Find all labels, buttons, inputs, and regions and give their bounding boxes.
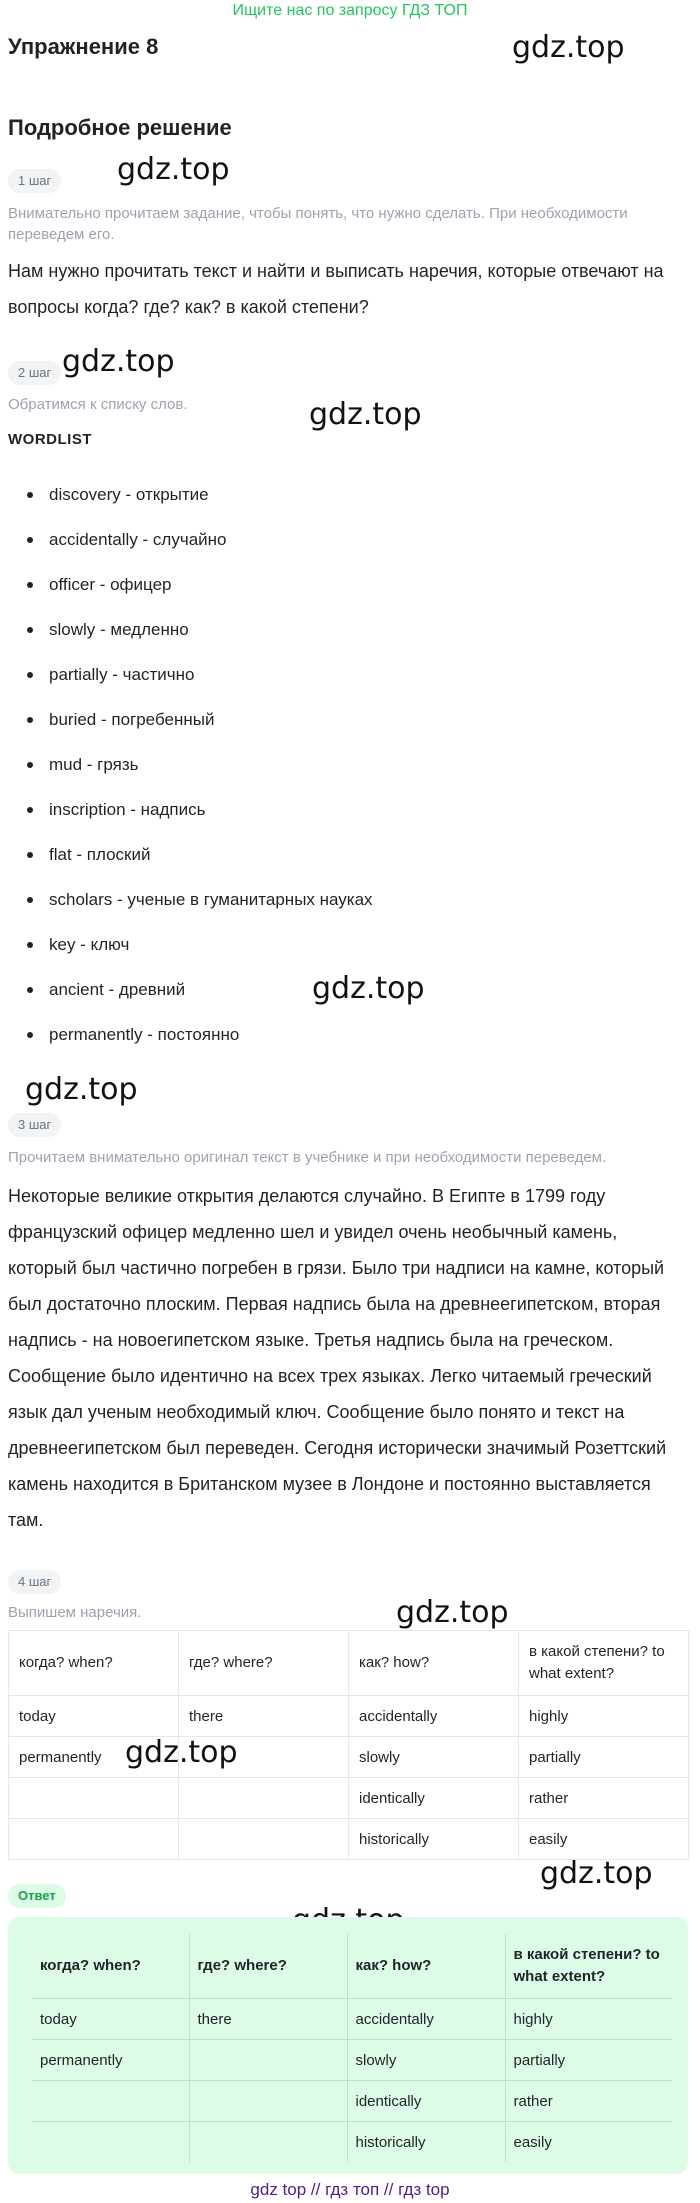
- table-cell: [9, 1778, 179, 1819]
- step-badge: 3 шаг: [8, 1113, 61, 1137]
- step-badge: 4 шаг: [8, 1570, 61, 1594]
- table-cell: accidentally: [349, 1696, 519, 1737]
- table-cell: [179, 1778, 349, 1819]
- step-badge: 1 шаг: [8, 169, 61, 193]
- step-text: Некоторые великие открытия делаются случайно. В Египте в 1799 году французский офицер медленно шел и увидел очень необычный камень, который был частично погребен в грязи. Было три надписи на камне, который был достаточно плоским. Первая надпись была на древнеегипетском, вторая надпись - на новоегипетском языке. Третья надпись была на греческом. Сообщение было идентично на всех трех языках. Легко читаемый греческий язык дал ученым необходимый ключ. Сообщение было понято и текст на древнеегипетском был переведен. Сегодня исторически значимый Розеттский камень находится в Британском музее в Лондоне и постоянно выставляется там.: [8, 1186, 667, 1530]
- list-item: ancient - древний: [8, 967, 688, 1012]
- table-row: [32, 1999, 672, 2040]
- answer-badge: Ответ: [8, 1884, 66, 1908]
- table-cell: highly: [505, 1999, 672, 2040]
- wordlist: [8, 472, 688, 1057]
- section-title: Подробное решение: [8, 115, 232, 140]
- table-cell: today: [32, 1999, 189, 2040]
- table-cell: [9, 1819, 179, 1860]
- table-header: где? where?: [189, 1934, 347, 1999]
- table-row: [9, 1778, 689, 1819]
- list-item: flat - плоский: [8, 832, 688, 877]
- step-hint: Внимательно прочитаем задание, чтобы понять, что нужно сделать. При необходимости переведем его.: [8, 205, 628, 243]
- table-cell: permanently: [32, 2040, 189, 2081]
- list-item: accidentally - случайно: [8, 517, 688, 562]
- table-cell: today: [9, 1696, 179, 1737]
- table-cell: partially: [505, 2040, 672, 2081]
- table-header: где? where?: [179, 1631, 349, 1696]
- list-item: slowly - медленно: [8, 607, 688, 652]
- table-cell: historically: [347, 2122, 505, 2163]
- watermark: gdz.top: [312, 971, 425, 1006]
- search-banner[interactable]: Ищите нас по запросу ГДЗ ТОП: [232, 2, 468, 19]
- answer-table: [32, 1934, 672, 2162]
- list-item: partially - частично: [8, 652, 688, 697]
- watermark: gdz.top: [25, 1072, 138, 1107]
- list-item: scholars - ученые в гуманитарных науках: [8, 877, 688, 922]
- table-header: в какой степени? to what extent?: [519, 1631, 689, 1696]
- table-cell: [32, 2081, 189, 2122]
- table-header: когда? when?: [32, 1934, 189, 1999]
- table-header: в какой степени? to what extent?: [505, 1934, 672, 1999]
- table-cell: accidentally: [347, 1999, 505, 2040]
- watermark: gdz.top: [117, 152, 230, 187]
- table-cell: slowly: [349, 1737, 519, 1778]
- table-cell: [189, 2081, 347, 2122]
- list-item: officer - офицер: [8, 562, 688, 607]
- list-item: permanently - постоянно: [8, 1012, 688, 1057]
- watermark: gdz.top: [309, 397, 422, 432]
- table-row: [9, 1696, 689, 1737]
- step-hint: Выпишем наречия.: [8, 1604, 142, 1621]
- watermark: gdz.top: [540, 1856, 653, 1891]
- table-cell: easily: [519, 1819, 689, 1860]
- table-cell: slowly: [347, 2040, 505, 2081]
- table-row: [9, 1819, 689, 1860]
- table-header: когда? when?: [9, 1631, 179, 1696]
- wordlist-title: WORDLIST: [8, 431, 92, 448]
- table-header: как? how?: [349, 1631, 519, 1696]
- table-header: как? how?: [347, 1934, 505, 1999]
- table-cell: rather: [519, 1778, 689, 1819]
- table-cell: [179, 1819, 349, 1860]
- table-cell: identically: [349, 1778, 519, 1819]
- table-cell: historically: [349, 1819, 519, 1860]
- list-item: discovery - открытие: [8, 472, 688, 517]
- table-cell: rather: [505, 2081, 672, 2122]
- table-cell: partially: [519, 1737, 689, 1778]
- table-row: [32, 2040, 672, 2081]
- table-cell: easily: [505, 2122, 672, 2163]
- watermark: gdz.top: [62, 344, 175, 379]
- table-cell: identically: [347, 2081, 505, 2122]
- step-badge: 2 шаг: [8, 361, 61, 385]
- watermark: gdz.top: [512, 30, 625, 65]
- table-row: [9, 1737, 689, 1778]
- list-item: buried - погребенный: [8, 697, 688, 742]
- page-title: Упражнение 8: [8, 34, 159, 59]
- footer-links[interactable]: gdz top // гдз топ // гдз top: [250, 2180, 450, 2199]
- table-row: [32, 2081, 672, 2122]
- table-cell: there: [189, 1999, 347, 2040]
- table-cell: highly: [519, 1696, 689, 1737]
- watermark: gdz.top: [125, 1735, 238, 1770]
- table-cell: permanently: [9, 1737, 179, 1778]
- table-cell: there: [179, 1696, 349, 1737]
- table-row: [32, 2122, 672, 2163]
- list-item: inscription - надпись: [8, 787, 688, 832]
- table-cell: [189, 2040, 347, 2081]
- step-hint: Прочитаем внимательно оригинал текст в учебнике и при необходимости переведем.: [8, 1149, 607, 1166]
- table-cell: [32, 2122, 189, 2163]
- step-hint: Обратимся к списку слов.: [8, 396, 188, 413]
- list-item: mud - грязь: [8, 742, 688, 787]
- answer-box: [8, 1917, 688, 2174]
- adverbs-table: [8, 1630, 689, 1860]
- list-item: key - ключ: [8, 922, 688, 967]
- watermark: gdz.top: [396, 1595, 509, 1630]
- table-cell: [189, 2122, 347, 2163]
- step-text: Нам нужно прочитать текст и найти и выписать наречия, которые отвечают на вопросы когда? где? как? в какой степени?: [8, 261, 664, 317]
